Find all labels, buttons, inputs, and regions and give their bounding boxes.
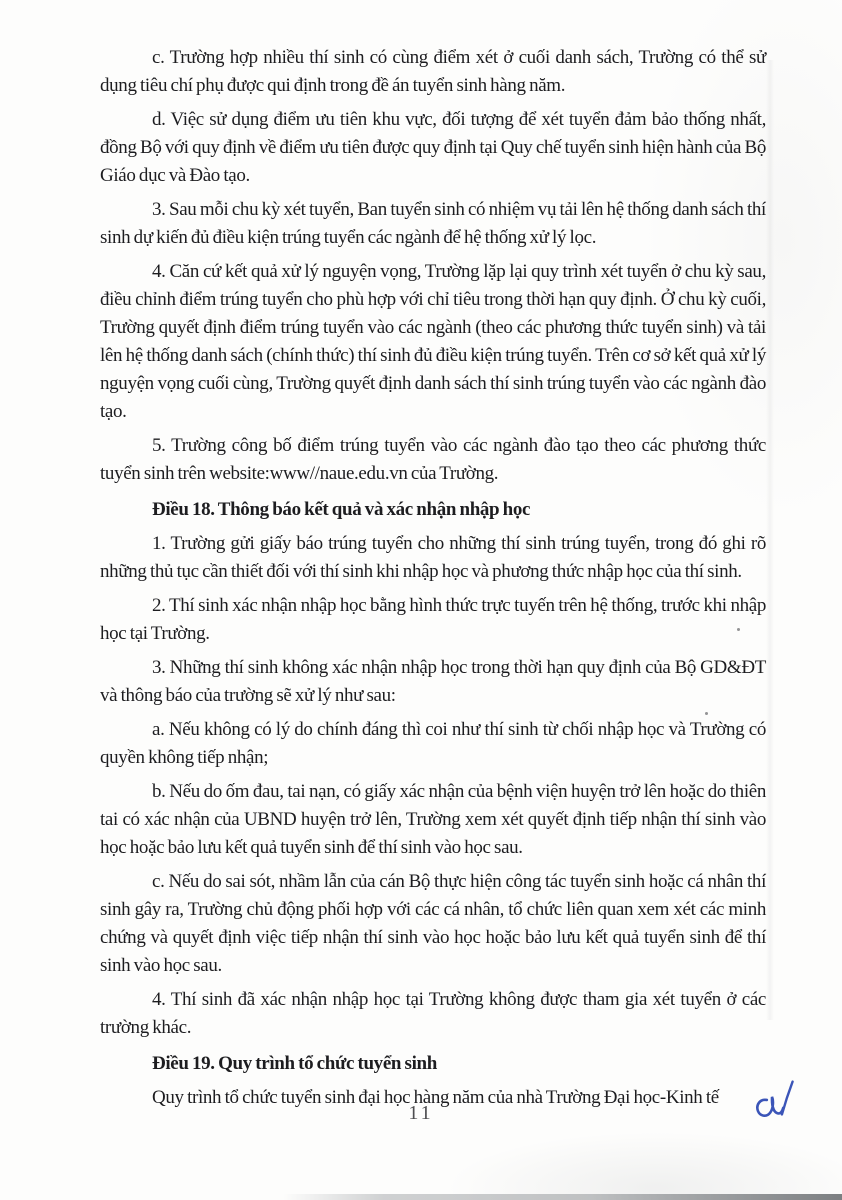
handwritten-initial-icon <box>750 1076 803 1127</box>
scan-edge-bar <box>283 1194 842 1200</box>
paragraph-a-refusal: a. Nếu không có lý do chính đáng thì coi như thí sinh từ chối nhập học và Trường có quyền không tiếp nhận; <box>100 719 766 768</box>
paragraph-c-tiebreaker: c. Trường hợp nhiều thí sinh có cùng điểm xét ở cuối danh sách, Trường có thể sử dụng tiêu chí phụ được qui định trong đề án tuyển sinh hàng năm. <box>100 47 766 96</box>
paragraph-4-no-other-schools: 4. Thí sinh đã xác nhận nhập học tại Trường không được tham gia xét tuyển ở các trường khác. <box>100 989 766 1038</box>
paragraph-3-no-confirmation: 3. Những thí sinh không xác nhận nhập học trong thời hạn quy định của Bộ GD&ĐT và thông báo của trường sẽ xử lý như sau: <box>100 657 766 706</box>
paragraph-5-publish-scores: 5. Trường công bố điểm trúng tuyển vào các ngành đào tạo theo các phương thức tuyển sinh trên website:www//naue.edu.vn của Trường. <box>100 435 766 484</box>
scan-shadow-artifact <box>766 60 774 1020</box>
scan-speck <box>705 712 708 715</box>
paragraph-b-illness-disaster: b. Nếu do ốm đau, tai nạn, có giấy xác nhận của bệnh viện huyện trở lên hoặc do thiên tai có xác nhận của UBND huyện trở lên, Trường xem xét quyết định tiếp nhận thí sinh vào học hoặc bảo lưu kết quả tuyển sinh để thí sinh vào học sau. <box>100 781 766 858</box>
document-body <box>100 44 766 1112</box>
paragraph-quy-trinh-intro: Quy trình tổ chức tuyển sinh đại học hàng năm của nhà Trường Đại học-Kinh tế <box>152 1087 719 1108</box>
heading-dieu-19: Điều 19. Quy trình tổ chức tuyển sinh <box>152 1053 437 1074</box>
scan-speck <box>737 628 740 631</box>
paragraph-d-priority-points: d. Việc sử dụng điểm ưu tiên khu vực, đối tượng để xét tuyển đảm bảo thống nhất, đồng Bộ với quy định về điểm ưu tiên được quy định tại Quy chế tuyển sinh hiện hành của Bộ Giáo dục và Đào tạo. <box>100 109 766 186</box>
paragraph-4-cycle-adjustment: 4. Căn cứ kết quả xử lý nguyện vọng, Trường lặp lại quy trình xét tuyển ở chu kỳ sau, điều chỉnh điểm trúng tuyển cho phù hợp với chỉ tiêu trong thời hạn quy định. Ở chu kỳ cuối, Trường quyết định điểm trúng tuyển vào các ngành (theo các phương thức tuyển sinh) và tải lên hệ thống danh sách (chính thức) thí sinh đủ điều kiện trúng tuyển. Trên cơ sở kết quả xử lý nguyện vọng cuối cùng, Trường quyết định danh sách thí sinh trúng tuyển vào các ngành đào tạo. <box>100 261 766 422</box>
paragraph-c-staff-errors: c. Nếu do sai sót, nhầm lẫn của cán Bộ thực hiện công tác tuyển sinh hoặc cá nhân thí sinh gây ra, Trường chủ động phối hợp với các cá nhân, tổ chức liên quan xem xét các minh chứng và quyết định việc tiếp nhận thí sinh vào học hoặc bảo lưu kết quả tuyển sinh để thí sinh vào học sau. <box>100 871 766 976</box>
paragraph-3-upload-list: 3. Sau mỗi chu kỳ xét tuyển, Ban tuyển sinh có nhiệm vụ tải lên hệ thống danh sách thí sinh dự kiến đủ điều kiện trúng tuyển các ngành để hệ thống xử lý lọc. <box>100 199 766 248</box>
heading-dieu-18: Điều 18. Thông báo kết quả và xác nhận nhập học <box>152 499 531 520</box>
page-number: 11 <box>408 1102 434 1124</box>
paragraph-1-admission-letter: 1. Trường gửi giấy báo trúng tuyển cho những thí sinh trúng tuyển, trong đó ghi rõ những thủ tục cần thiết đối với thí sinh khi nhập học và phương thức nhập học của thí sinh. <box>100 533 766 582</box>
paragraph-2-online-confirmation: 2. Thí sinh xác nhận nhập học bằng hình thức trực tuyến trên hệ thống, trước khi nhập học tại Trường. <box>100 595 766 644</box>
